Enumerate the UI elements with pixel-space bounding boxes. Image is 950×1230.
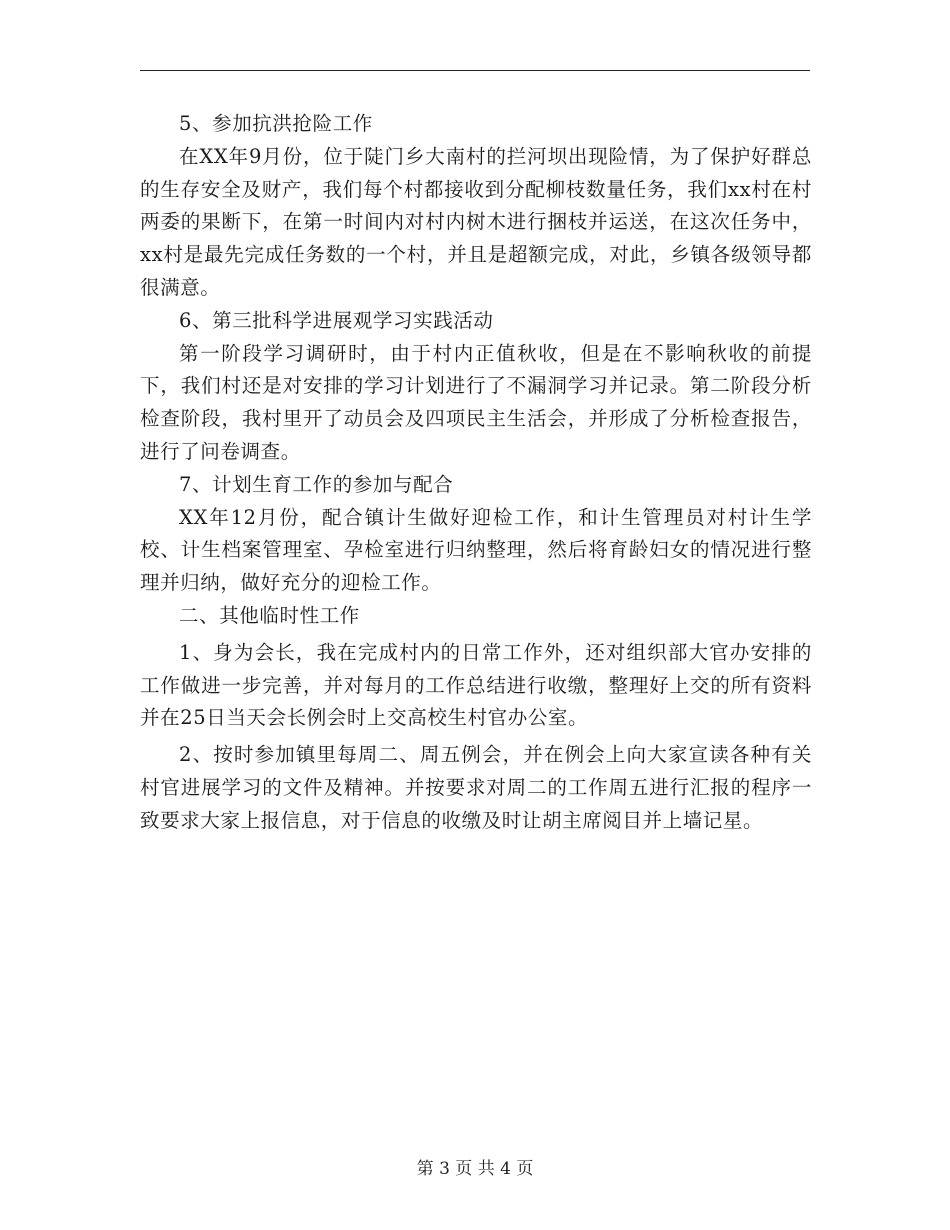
section-heading-other-work: 二、其他临时性工作 — [179, 603, 360, 627]
page-number: 第 3 页 共 4 页 — [416, 1159, 534, 1179]
paragraph-flood-relief: 在XX年9月份，位于陡门乡大南村的拦河坝出现险情，为了保护好群总的生存安全及财产，我们每个村都接收到分配柳枝数量任务，我们xx村在村两委的果断下，在第一时间内对村内树木进行捆枝并运送，在这次任务中，xx村是最先完成任务数的一个村，并且是超额完成，对此，乡镇各级领导都很满意。 — [140, 144, 812, 299]
section-heading-7: 7、计划生育工作的参加与配合 — [179, 472, 454, 496]
document-body — [140, 108, 812, 838]
paragraph-other-work-2: 2、按时参加镇里每周二、周五例会，并在例会上向大家宣读各种有关村官进展学习的文件及精神。并按要求对周二的工作周五进行汇报的程序一致要求大家上报信息，对于信息的收缴及时让胡主席阅目并上墙记星。 — [140, 743, 812, 832]
header-rule — [140, 70, 810, 71]
page-footer — [0, 1154, 950, 1179]
paragraph-other-work-1: 1、身为会长，我在完成村内的日常工作外，还对组织部大官办安排的工作做进一步完善，并对每月的工作总结进行收缴，整理好上交的所有资料并在25日当天会长例会时上交高校生村官办公室。 — [140, 640, 812, 730]
paragraph-family-planning: XX年12月份，配合镇计生做好迎检工作，和计生管理员对村计生学校、计生档案管理室、孕检室进行归纳整理，然后将育龄妇女的情况进行整理并归纳，做好充分的迎检工作。 — [140, 505, 812, 595]
section-heading-6: 6、第三批科学进展观学习实践活动 — [179, 308, 494, 332]
paragraph-study-activity: 第一阶段学习调研时，由于村内正值秋收，但是在不影响秋收的前提下，我们村还是对安排的学习计划进行了不漏洞学习并记录。第二阶段分析检查阶段，我村里开了动员会及四项民主生活会，并形成了分析检查报告，进行了问卷调查。 — [140, 341, 812, 463]
section-heading-5: 5、参加抗洪抢险工作 — [179, 112, 373, 135]
